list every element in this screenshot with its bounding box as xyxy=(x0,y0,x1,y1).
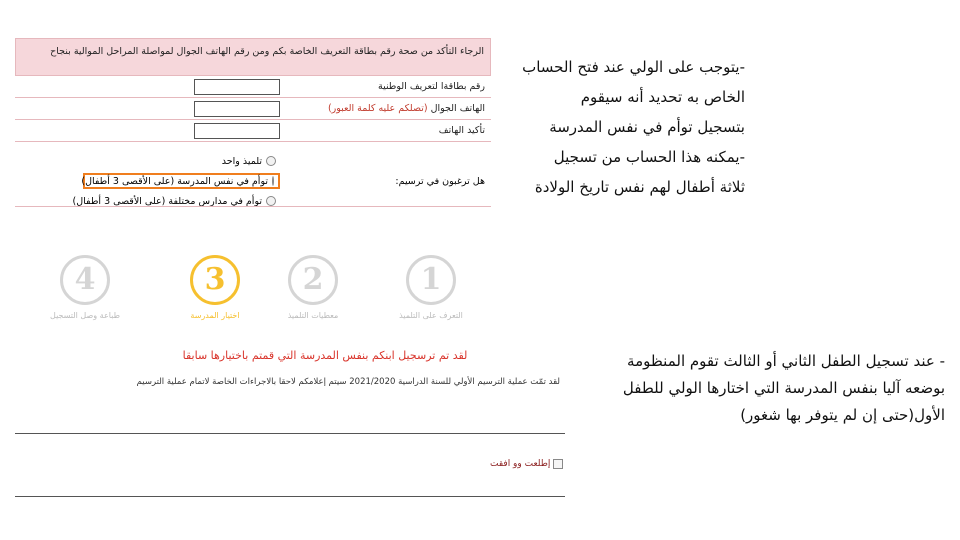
registration-info-message: لقد تمّت عملية الترسيم الأولي للسنة الدراسية 2021/2020 سيتم إعلامكم لاحقا بالاجراءات الخاصة لاتمام عملية الترسيم xyxy=(136,377,560,387)
step-label: طباعة وصل التسجيل xyxy=(50,311,120,320)
registration-success-message: لقد تم ترسجيل ابنكم بنفس المدرسة التي قمتم باختيارها سابقا xyxy=(182,349,468,362)
registration-type-label: هل ترغبون في ترسيم: xyxy=(395,175,485,187)
radio-selected-icon[interactable] xyxy=(272,176,274,186)
confirm-mobile-label: تأكيد الهاتف xyxy=(438,125,485,136)
annotation-line: -يمكنه هذا الحساب من تسجيل xyxy=(553,148,745,166)
confirm-mobile-row xyxy=(15,120,491,142)
registration-form xyxy=(15,38,491,220)
progress-stepper xyxy=(40,255,500,335)
annotation-bottom xyxy=(590,348,945,429)
mobile-hint: (تصلكم عليه كلمة العبور) xyxy=(327,103,428,114)
id-card-label: رقم بطاقةا لتعريف الوطنية xyxy=(377,81,485,92)
step-number: 2 xyxy=(288,255,338,305)
id-card-input[interactable] xyxy=(194,79,280,95)
warning-banner: الرجاء التأكد من صحة رقم بطاقة التعريف الخاصة بكم ومن رقم الهاتف الجوال لمواصلة المراحل الموالية بنجاح xyxy=(15,38,491,76)
confirm-mobile-input[interactable] xyxy=(194,123,280,139)
annotation-line: -يتوجب على الولي عند فتح الحساب xyxy=(522,58,745,76)
option-twins-same-school[interactable] xyxy=(83,173,280,189)
step-number: 3 xyxy=(190,255,240,305)
divider xyxy=(15,433,565,434)
step-1 xyxy=(386,255,476,320)
step-label: معطيات التلميذ xyxy=(287,311,339,320)
agree-checkbox-row[interactable] xyxy=(490,459,563,469)
step-number: 1 xyxy=(406,255,456,305)
option-single-student[interactable] xyxy=(69,153,280,169)
option-label: تلميذ واحد xyxy=(221,155,262,167)
step-label: التعرف على التلميذ xyxy=(399,311,463,320)
form-bottom-border xyxy=(15,206,491,207)
step-number: 4 xyxy=(60,255,110,305)
annotation-line: الأول(حتى إن لم يتوفر بها شغور) xyxy=(740,406,945,424)
mobile-label: الهاتف الجوال (تصلكم عليه كلمة العبور) xyxy=(327,103,485,114)
step-2 xyxy=(268,255,358,320)
option-label: توأم في نفس المدرسة (على الأقصى 3 أطفال) xyxy=(81,175,268,187)
divider xyxy=(15,496,565,497)
registration-type-row xyxy=(15,142,491,220)
mobile-input[interactable] xyxy=(194,101,280,117)
step-4 xyxy=(40,255,130,320)
annotation-top xyxy=(515,52,745,202)
option-label: توأم في مدارس مختلفة (على الأقصى 3 أطفال) xyxy=(72,195,262,207)
annotation-line: الخاص به تحديد أنه سيقوم xyxy=(580,88,745,106)
id-card-row xyxy=(15,76,491,98)
agree-label: إطلعت وو افقت xyxy=(490,459,551,469)
registration-type-options xyxy=(69,153,280,209)
checkbox-icon[interactable] xyxy=(553,459,563,469)
annotation-line: بوضعه آليا بنفس المدرسة التي اختارها الولي للطفل xyxy=(622,379,945,397)
annotation-line: بتسجيل توأم في نفس المدرسة xyxy=(549,118,745,136)
annotation-line: - عند تسجيل الطفل الثاني أو الثالث تقوم المنظومة xyxy=(627,352,945,370)
radio-icon[interactable] xyxy=(266,196,276,206)
mobile-row xyxy=(15,98,491,120)
step-label: اختيار المدرسة xyxy=(190,311,240,320)
step-3 xyxy=(170,255,260,320)
radio-icon[interactable] xyxy=(266,156,276,166)
annotation-line: ثلاثة أطفال لهم نفس تاريخ الولادة xyxy=(534,178,745,196)
